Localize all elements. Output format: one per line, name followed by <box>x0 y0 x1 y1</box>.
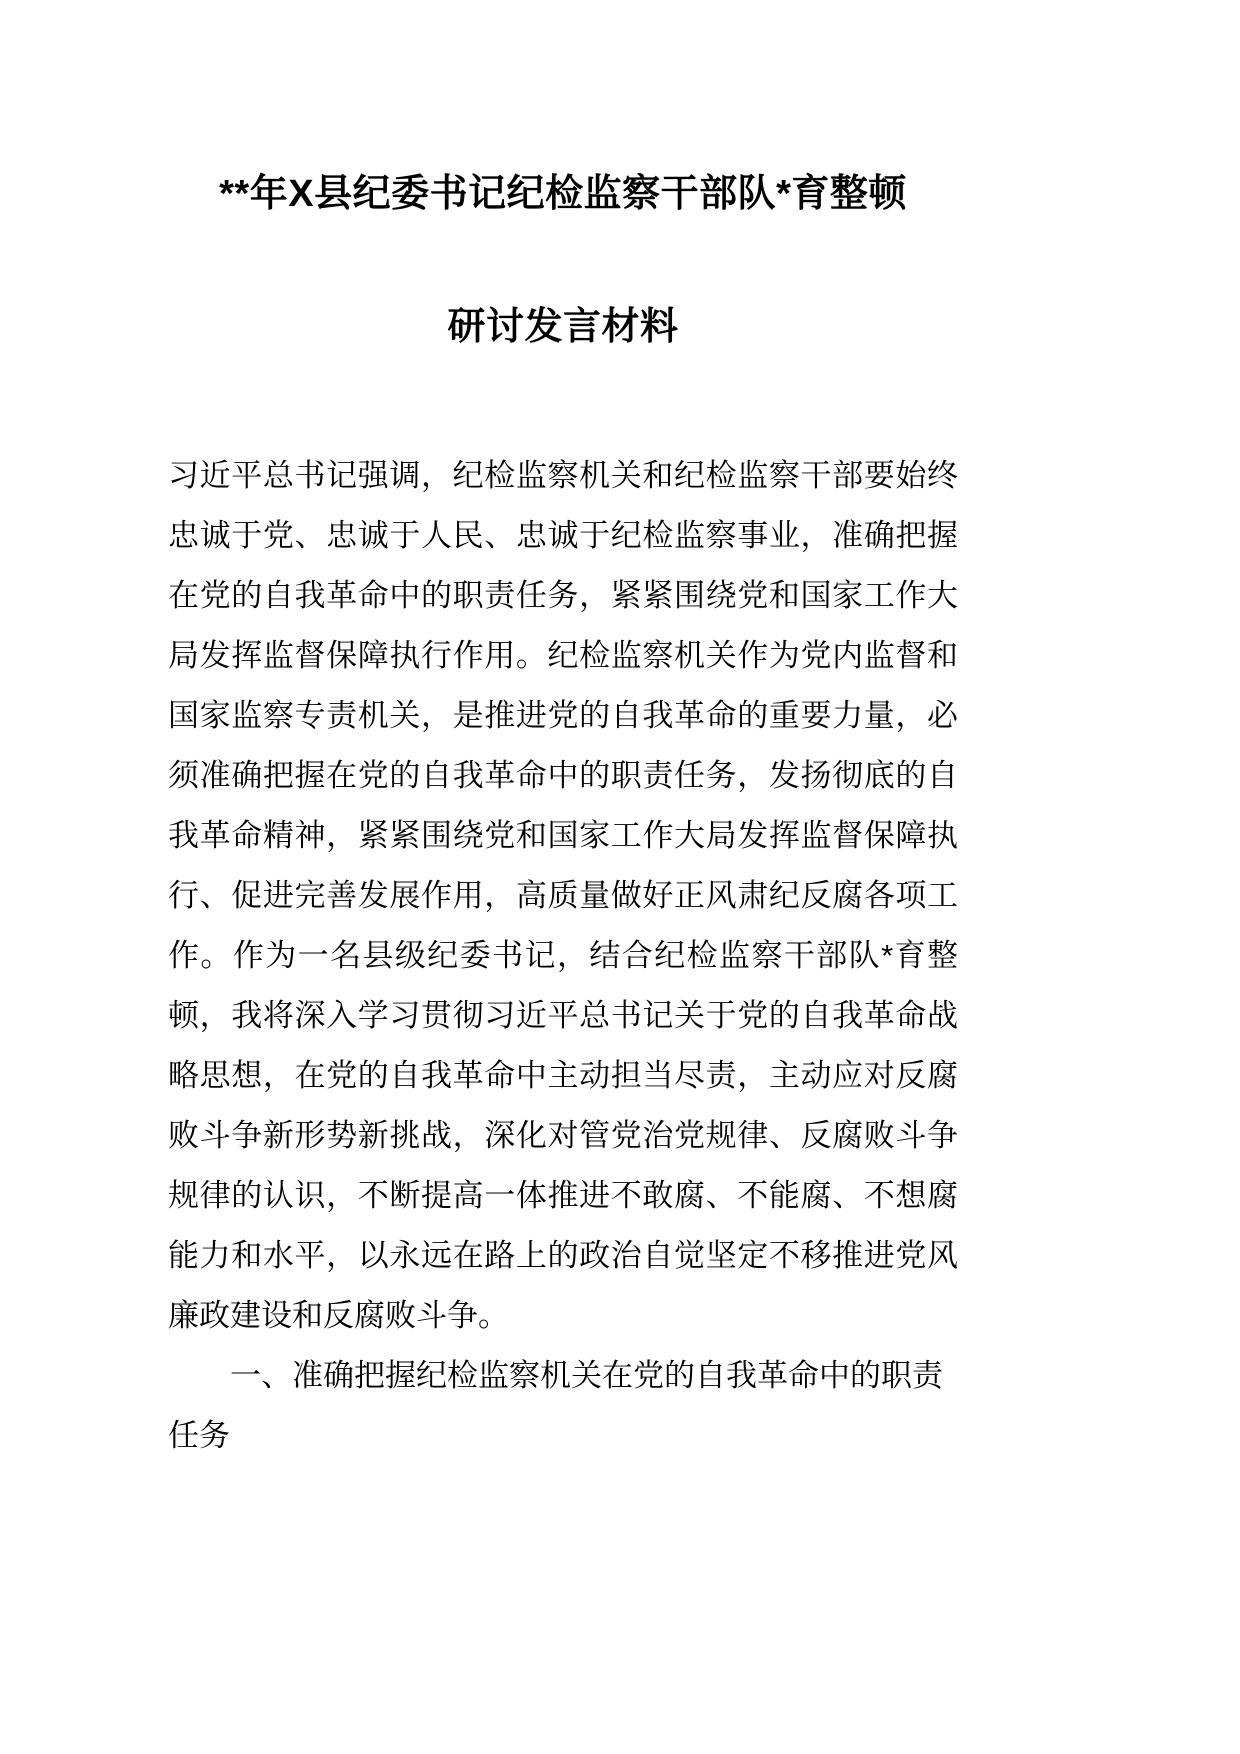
body-paragraph: 习近平总书记强调，纪检监察机关和纪检监察干部要始终忠诚于党、忠诚于人民、忠诚于纪检监察事业，准确把握在党的自我革命中的职责任务，紧紧围绕党和国家工作大局发挥监督保障执行作用。纪检监察机关作为党内监督和国家监察专责机关，是推进党的自我革命的重要力量，必须准确把握在党的自我革命中的职责任务，发扬彻底的自我革命精神，紧紧围绕党和国家工作大局发挥监督保障执行、促进完善发展作用，高质量做好正风肃纪反腐各项工作。作为一名县级纪委书记，结合纪检监察干部队*育整顿，我将深入学习贯彻习近平总书记关于党的自我革命战略思想，在党的自我革命中主动担当尽责，主动应对反腐败斗争新形势新挑战，深化对管党治党规律、反腐败斗争规律的认识，不断提高一体推进不敢腐、不能腐、不想腐能力和水平，以永远在路上的政治自觉坚定不移推进党风廉政建设和反腐败斗争。 <box>168 458 958 1333</box>
section-heading: 一、准确把握纪检监察机关在党的自我革命中的职责任务 <box>168 1358 943 1453</box>
document-title-line-1: **年X县纪委书记纪检监察干部队*育整顿 <box>219 173 907 215</box>
document-title-line-2: 研讨发言材料 <box>447 306 679 348</box>
document-body <box>168 0 958 1466</box>
document-content <box>168 446 958 1466</box>
